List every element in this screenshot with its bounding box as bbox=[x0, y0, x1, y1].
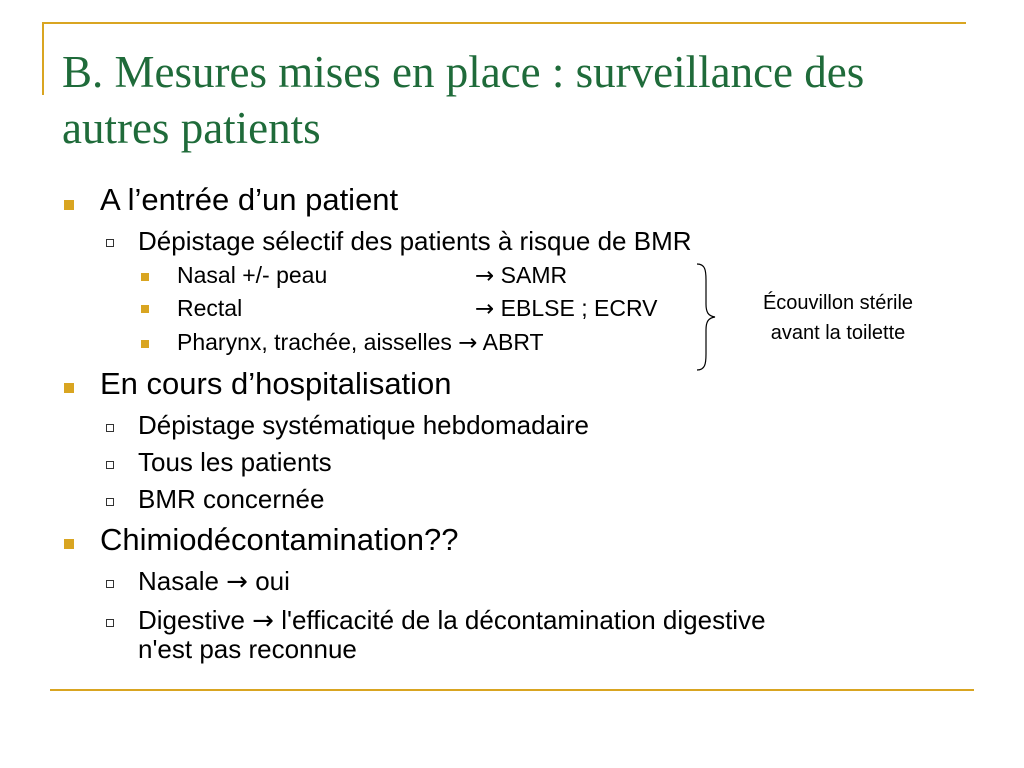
arrow-right-icon: → bbox=[252, 606, 274, 636]
slide-title: B. Mesures mises en place : surveillance des autres patients bbox=[62, 47, 865, 153]
target-eblse-label: EBLSE ; ECRV bbox=[500, 295, 658, 321]
digestive-result-continued: n'est pas reconnue bbox=[138, 634, 357, 664]
bottom-rule bbox=[50, 689, 974, 691]
bullet-small-square-icon bbox=[141, 305, 149, 313]
sub-item-nasale bbox=[138, 566, 290, 597]
brace-note-line2: avant la toilette bbox=[770, 322, 906, 344]
site-nasal: Nasal +/- peau bbox=[177, 262, 328, 288]
bullet-square-icon bbox=[64, 383, 74, 393]
target-samr-label: SAMR bbox=[500, 262, 568, 288]
top-rule bbox=[42, 22, 966, 24]
sub-item-depistage-systematique: Dépistage systématique hebdomadaire bbox=[138, 410, 589, 440]
bullet-hollow-square-icon bbox=[106, 580, 114, 588]
right-brace-icon bbox=[695, 262, 717, 372]
bullet-hollow-square-icon bbox=[106, 461, 114, 469]
arrow-right-icon: → bbox=[475, 263, 495, 289]
target-eblse bbox=[475, 295, 657, 322]
bullet-hollow-square-icon bbox=[106, 239, 114, 247]
target-samr bbox=[475, 262, 567, 289]
site-pharynx bbox=[177, 329, 544, 356]
nasale-result: oui bbox=[255, 566, 290, 596]
nasale-label: Nasale bbox=[138, 566, 219, 596]
sub-item-bmr-concernee: BMR concernée bbox=[138, 484, 325, 514]
arrow-right-icon: → bbox=[475, 296, 495, 322]
site-rectal: Rectal bbox=[177, 295, 243, 321]
sub-item-digestive bbox=[138, 605, 766, 636]
digestive-label: Digestive bbox=[138, 605, 245, 635]
left-rule bbox=[42, 22, 44, 95]
bullet-hollow-square-icon bbox=[106, 424, 114, 432]
brace-note-line1: Écouvillon stérile bbox=[762, 292, 914, 314]
bullet-square-icon bbox=[64, 200, 74, 210]
bullet-small-square-icon bbox=[141, 340, 149, 348]
brace-note bbox=[718, 288, 958, 348]
sub-item-depistage-selectif: Dépistage sélectif des patients à risque de BMR bbox=[138, 226, 692, 256]
bullet-hollow-square-icon bbox=[106, 619, 114, 627]
section-heading-hospitalisation: En cours d’hospitalisation bbox=[100, 366, 452, 401]
arrow-right-icon: → bbox=[226, 567, 248, 597]
site-pharynx-label: Pharynx, trachée, aisselles bbox=[177, 329, 452, 355]
digestive-result: l'efficacité de la décontamination digestive bbox=[281, 605, 766, 635]
bullet-hollow-square-icon bbox=[106, 498, 114, 506]
arrow-right-icon: → bbox=[458, 330, 478, 356]
sub-item-tous-patients: Tous les patients bbox=[138, 447, 332, 477]
section-heading-entree: A l’entrée d’un patient bbox=[100, 182, 399, 217]
bullet-small-square-icon bbox=[141, 273, 149, 281]
section-heading-chimio: Chimiodécontamination?? bbox=[100, 522, 459, 557]
target-abrt-label: ABRT bbox=[482, 329, 544, 355]
bullet-square-icon bbox=[64, 539, 74, 549]
